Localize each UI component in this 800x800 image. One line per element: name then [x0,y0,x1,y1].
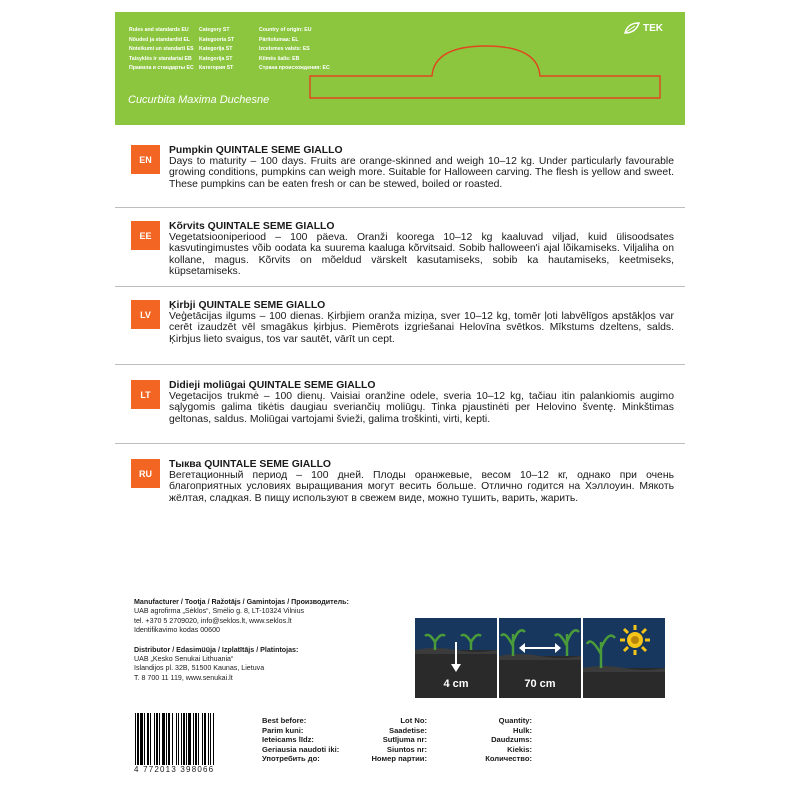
barcode-bar [137,713,139,765]
product-title: Didieji moliūgai QUINTALE SEME GIALLO [169,380,376,391]
lot-labels [340,716,427,764]
language-badge: EN [131,145,160,174]
barcode-bar [183,713,185,765]
divider [115,286,685,287]
barcode-bar [176,713,177,765]
sowing-pictograms [415,618,667,698]
barcode-bar [144,713,145,765]
divider [115,443,685,444]
rules-line: Noteikumi un standarti ES [129,46,194,53]
sunlight-pictogram [583,618,665,698]
product-title: Ķirbji QUINTALE SEME GIALLO [169,300,326,311]
language-badge: LT [131,380,160,409]
language-description [169,145,674,190]
depth-label: 4 cm [443,678,469,690]
barcode-bar [213,713,214,765]
quantity-label: Количество: [485,754,532,763]
barcode-bar [147,713,149,765]
barcode-bar [181,713,182,765]
divider [115,364,685,365]
barcode-bar [150,713,151,765]
language-badge: LV [131,300,160,329]
spacing-label: 70 cm [524,678,556,690]
rules-line: Правила и стандарты ЕС [129,65,194,72]
quantity-label: Quantity: [498,716,532,725]
distributor-label: Distributor / Edasimüüja / Izplatītājs / Platintojas: [134,645,299,654]
packet-window-outline [308,44,662,100]
packet-header [115,12,685,125]
lot-label: Sutījuma nr: [382,735,427,744]
barcode-bar [140,713,143,765]
product-text: Days to maturity – 100 days. Fruits are orange-skinned and weigh 10–12 kg. Under particularly favourable growing conditions, pumpkins can weigh more. Suitable for Halloween carving. The flesh is yellow and sweet. These pumpkins can be eaten fresh or can be stewed, boiled or roasted. [169,156,674,190]
category-line: Kategooria ST [199,36,235,43]
distributor-line: Islandijos pl. 32B, 51500 Kaunas, Lietuva [134,664,265,673]
language-description [169,380,674,425]
rules-line: Nõuded ja standardid EL [129,36,191,43]
barcode-bar [193,713,194,765]
barcode-number: 4 772013 398066 [134,765,215,774]
lot-label: Lot No: [400,716,427,725]
lot-label: Номер партии: [371,754,427,763]
best-before-labels [262,716,339,764]
best-before-label: Употребить до: [262,754,320,763]
quantity-label: Hulk: [513,725,532,735]
product-text: Вегетационный период – 100 дней. Плоды оранжевые, весом 10–12 кг, однако при очень благоприятных условиях выращивания могут весить больше. Отлично годится на Хэллоуин. Мякоть жёлтая, сладкая. В пищу используют в свежем виде, можно тушить, варить, жарить. [169,470,674,504]
language-description [169,221,674,277]
manufacturer-label: Manufacturer / Tootja / Ražotājs / Gamintojas / Производитель: [134,598,349,606]
barcode-bar [188,713,191,765]
rules-line: Taisyklės ir standartai EB [129,55,192,62]
brand-logo [624,22,663,34]
barcode-bar [208,713,209,765]
best-before-label: Geriausia naudoti iki: [262,744,340,754]
plant-spacing-pictogram [499,618,581,698]
category-line: Kategorija ST [199,55,233,62]
contact-info [134,598,404,683]
origin-line: Izcelsmes valsts: ES [259,46,310,53]
barcode-bar [198,713,199,765]
lot-label: Saadetise: [389,725,427,735]
product-text: Vegetacijos trukmė – 100 dienų. Vaisiai oranžine odele, sveria 10–12 kg, tačiau itin palankiomis augimo sąlygomis galima tikėtis daugiau sveriančių moliūgų. Tinka pjaustinėti per Helovino šventę. Minkštimas geltonas, saldus. Moliūgai vartojami švieži, galima troškinti, virti, kepti. [169,391,674,425]
barcode-bar [186,713,187,765]
sowing-depth-pictogram [415,618,497,698]
origin-line: Päritolumaa: EL [259,36,299,43]
language-description [169,459,674,504]
rules-line: Rules and standards EU [129,27,189,33]
brand-logo-text: TEK [643,22,663,34]
origin-line: Country of origin: EU [259,27,312,33]
quantity-label: Daudzums: [491,735,532,744]
product-text: Veģetācijas ilgums – 100 dienas. Ķirbjiem oranža miziņa, sver 10–12 kg, tomēr ļoti labvēlīgos apstākļos var cerēt izaudzēt vēl smagākus ķirbjus. Piemērots izgriešanai Helovīna svētkos. Mīkstums dzeltens, salds. Ķirbjus lieto svaigus, tos var sautēt, vārīt un cept. [169,311,674,345]
origin-line: Kilmės šalis: EB [259,55,300,62]
best-before-label: Ieteicams līdz: [262,735,314,744]
barcode-bar [154,713,155,765]
barcode-bar [204,713,206,765]
barcode-bar [162,713,165,765]
sun-icon [583,618,665,698]
category-line: Категория ST [199,65,234,72]
origin-line: Страна происхождения: ЕС [259,65,330,72]
distributor-line: UAB „Kesko Senukai Lithuania“ [134,655,234,664]
category-line: Category ST [199,27,230,33]
quantity-label: Kiekis: [507,744,532,754]
product-title: Kõrvits QUINTALE SEME GIALLO [169,221,335,232]
barcode-bar [166,713,167,765]
barcode-bar [172,713,173,765]
barcode-bar [156,713,158,765]
distributor-line: T. 8 700 11 119, www.senukai.lt [134,673,233,682]
product-title: Тыква QUINTALE SEME GIALLO [169,459,332,470]
language-badge: EE [131,221,160,250]
barcode-bar [135,713,136,765]
manufacturer-line: UAB agrofirma „Sėklos“, Smėlio g. 8, LT-10324 Vilnius [134,607,305,616]
product-title: Pumpkin QUINTALE SEME GIALLO [169,145,343,156]
best-before-label: Parim kuni: [262,725,304,735]
barcode-bar [178,713,179,765]
best-before-label: Best before: [262,716,307,725]
lot-label: Siuntos nr: [386,744,427,754]
barcode-bar [168,713,170,765]
barcode-bar [210,713,211,765]
language-description [169,300,674,345]
product-text: Vegetatsiooniperiood – 100 päeva. Oranži koorega 10–12 kg kaaluvad viljad, kuid ülisoodsates kasvutingimustes võib oodata ka suurema kaaluga kõrvitsaid. Sobib halloween'i ajal lõikamiseks. Viljaliha on kollane, magus. Kõrvits on mõeldud värskelt kasutamiseks, sobib ka hautamiseks, keetmiseks, küpsetamiseks. [169,232,674,277]
barcode-bar [159,713,160,765]
language-badge: RU [131,459,160,488]
manufacturer-line: Identifikavimo kodas 00600 [134,626,220,635]
leaf-icon [624,22,640,34]
barcode-bar [202,713,203,765]
barcode-bar [195,713,197,765]
species-name: Cucurbita Maxima Duchesne [128,94,270,106]
category-line: Kategorija ST [199,46,233,53]
quantity-labels [460,716,532,764]
divider [115,207,685,208]
manufacturer-line: tel. +370 5 2709020, info@seklos.lt, www.seklos.lt [134,616,292,625]
barcode [133,713,248,771]
